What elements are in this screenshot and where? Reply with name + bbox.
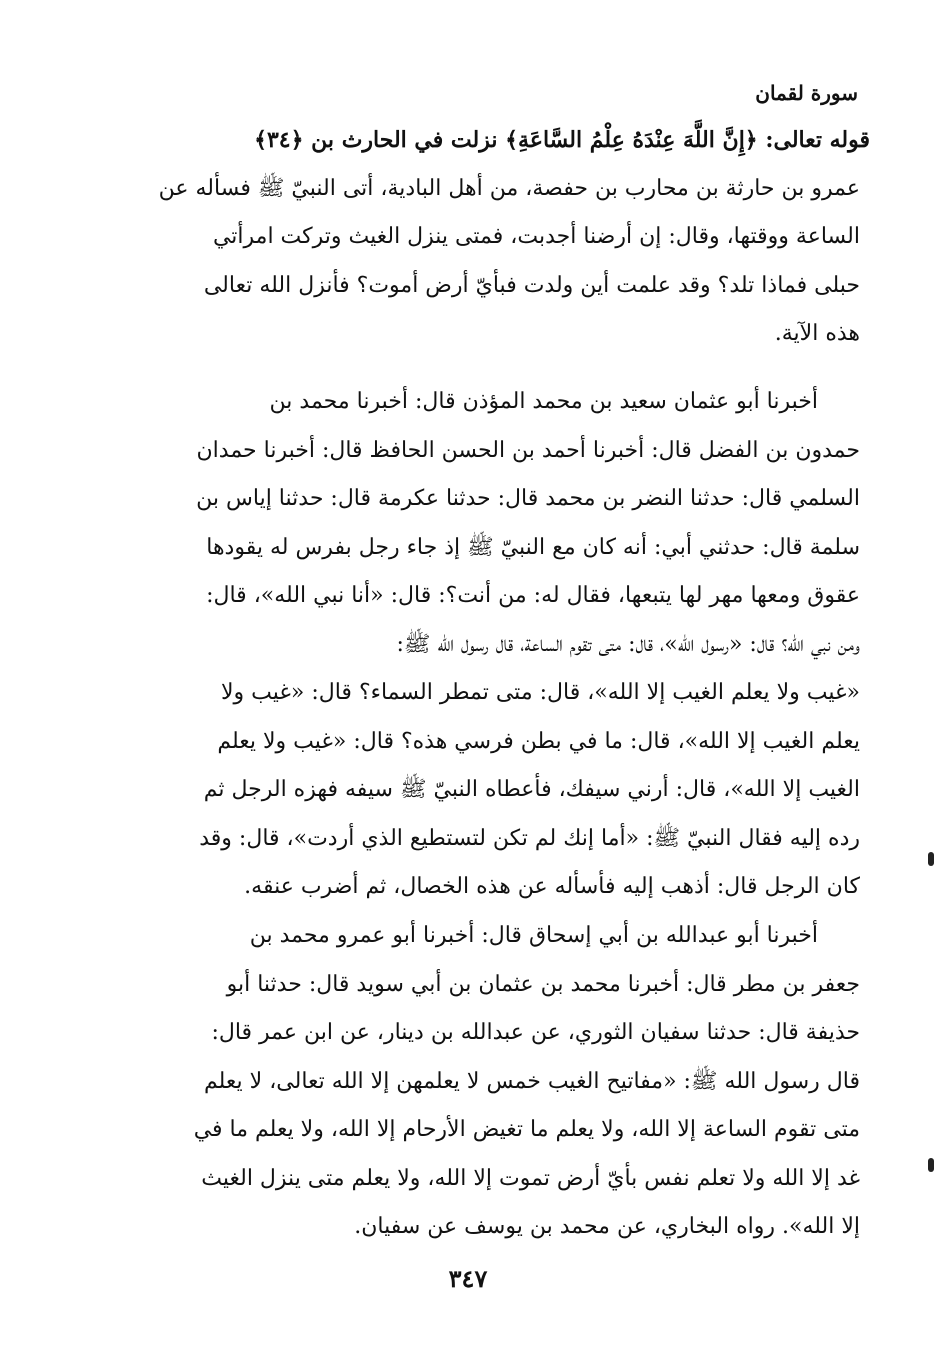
text-line: حمدون بن الفضل قال: أخبرنا أحمد بن الحسن الحافظ قال: أخبرنا حمدان xyxy=(196,437,860,463)
paragraph-hadith-first xyxy=(70,378,860,912)
margin-mark xyxy=(928,1158,934,1172)
margin-mark xyxy=(928,852,934,866)
page-number: ٣٤٧ xyxy=(448,1264,488,1293)
text-line: هذه الآية. xyxy=(774,321,860,346)
text-line: الساعة ووقتها، وقال: إن أرضنا أجدبت، فمتى ينزل الغيث وتركت امرأتي xyxy=(212,224,860,249)
paragraph-hadith-second xyxy=(70,912,860,1252)
text-line: رده إليه فقال النبيّ ﷺ: «أما إنك لم تكن لتستطيع الذي أردت»، قال: وقد xyxy=(199,825,860,851)
text-line: أخبرنا أبو عبدالله بن أبي إسحاق قال: أخبرنا أبو عمرو محمد بن xyxy=(249,923,818,948)
text-line: السلمي قال: حدثنا النضر بن محمد قال: حدثنا عكرمة قال: حدثنا إياس بن xyxy=(196,486,860,511)
text-line: ومن نبي الله؟ قال: «رسول الله»، قال: متى تقوم الساعة، قال رسول الله ﷺ: xyxy=(396,631,860,657)
text-line: «غيب ولا يعلم الغيب إلا الله»، قال: متى تمطر السماء؟ قال: «غيب ولا xyxy=(220,680,860,705)
text-line: سلمة قال: حدثني أبي: أنه كان مع النبيّ ﷺ إذ جاء رجل بفرس له يقودها xyxy=(206,534,860,560)
text-line: حبلى فماذا تلد؟ وقد علمت أين ولدت فبأيّ أرض أموت؟ فأنزل الله تعالى xyxy=(203,272,860,298)
text-line: غد إلا الله ولا تعلم نفس بأيّ أرض تموت إلا الله، ولا يعلم متى ينزل الغيث xyxy=(201,1165,860,1191)
text-line: قوله تعالى: ﴿إِنَّ اللَّهَ عِنْدَهُ عِلْمُ السَّاعَةِ﴾ نزلت في الحارث بن ﴿٣٤﴾ xyxy=(254,127,870,153)
paragraph-verse-commentary xyxy=(70,116,870,359)
text-line: قال رسول الله ﷺ: «مفاتيح الغيب خمس لا يعلمهن إلا الله تعالى، لا يعلم xyxy=(204,1068,860,1094)
text-line: جعفر بن مطر قال: أخبرنا محمد بن عثمان بن أبي سويد قال: حدثنا أبو xyxy=(226,971,860,997)
running-header: سورة لقمان xyxy=(755,81,858,105)
text-line: عمرو بن حارثة بن محارب بن حفصة، من أهل البادية، أتى النبيّ ﷺ فسأله عن xyxy=(158,175,860,201)
text-line: إلا الله». رواه البخاري، عن محمد بن يوسف عن سفيان. xyxy=(354,1214,860,1239)
text-line: عقوق ومعها مهر لها يتبعها، فقال له: من أنت؟: قال: «أنا نبي الله»، قال: xyxy=(206,583,860,608)
text-line: يعلم الغيب إلا الله»، قال: ما في بطن فرسي هذه؟ قال: «غيب ولا يعلم xyxy=(217,728,860,754)
text-line: أخبرنا أبو عثمان سعيد بن محمد المؤذن قال: أخبرنا محمد بن xyxy=(269,389,818,414)
text-line: متى تقوم الساعة إلا الله، ولا يعلم ما تغيض الأرحام إلا الله، ولا يعلم ما في xyxy=(193,1117,860,1142)
text-line: الغيب إلا الله»، قال: أرني سيفك، فأعطاه النبيّ ﷺ سيفه فهزه الرجل ثم xyxy=(203,777,860,802)
text-line: حذيفة قال: حدثنا سفيان الثوري، عن عبدالله بن دينار، عن ابن عمر قال: xyxy=(211,1020,860,1045)
text-line: كان الرجل قال: أذهب إليه فأسأله عن هذه الخصال، ثم أضرب عنقه. xyxy=(244,874,860,899)
